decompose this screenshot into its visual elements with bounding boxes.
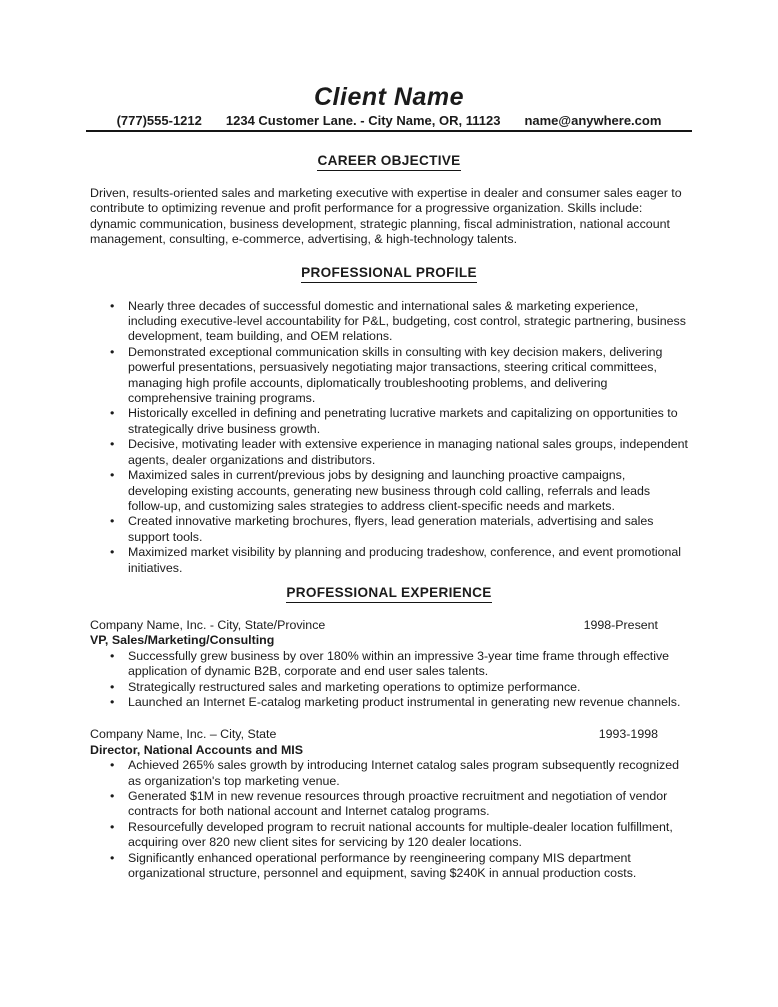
profile-bullet: • Demonstrated exceptional communication skills in consulting with key decision makers, delivering powerful presentations, persuasively negotiating major transactions, steering critical committees, managing high profile accounts, diplomatically troubleshooting problems, and delivering comprehensive training programs.: [90, 345, 688, 407]
objective-paragraph: Driven, results-oriented sales and marketing executive with expertise in dealer and consumer sales eager to contribute to optimizing revenue and profit performance for a progressive organization. Skills include: dynamic communication, business development, strategic planning, fiscal administration, national account management, consulting, e-commerce, advertising, & high-technology talents.: [90, 186, 682, 247]
profile-bullet: • Nearly three decades of successful domestic and international sales & marketing experience, including executive-level accountability for P&L, budgeting, cost control, strategic partnering, business development, team building, and OEM relations.: [90, 299, 688, 345]
profile-bullet: • Created innovative marketing brochures, flyers, lead generation materials, advertising and sales support tools.: [90, 514, 688, 545]
job-title: Director, National Accounts and MIS: [90, 742, 303, 757]
employment-dates: 1998-Present: [583, 617, 658, 632]
job-bullet: • Successfully grew business by over 180% within an impressive 3-year time frame through effective application of dynamic B2B, corporate and end user sales talents.: [90, 649, 688, 680]
email-address: name@anywhere.com: [524, 113, 662, 128]
profile-bullet-list: [90, 299, 688, 576]
profile-bullet: • Historically excelled in defining and penetrating lucrative markets and capitalizing on opportunities to strategically drive business growth.: [90, 406, 688, 437]
mailing-address: 1234 Customer Lane. - City Name, OR, 11123: [225, 113, 501, 128]
job-header: [90, 727, 688, 742]
company-name: Company Name, Inc. – City, State: [90, 727, 277, 742]
section-title: PROFESSIONAL PROFILE: [301, 265, 477, 283]
job-title: VP, Sales/Marketing/Consulting: [90, 633, 275, 648]
job-entry: [90, 618, 688, 710]
job-bullet: • Launched an Internet E-catalog marketing product instrumental in generating new revenue channels.: [90, 695, 688, 710]
profile-bullet: • Maximized sales in current/previous jobs by designing and launching proactive campaigns, developing existing accounts, generating new business through cold calling, referrals and leads follow-up, and customizing sales strategies to address client-specific needs and markets.: [90, 468, 688, 514]
section-career-objective: [90, 153, 688, 248]
job-bullet: • Generated $1M in new revenue resources through proactive recruitment and negotiation of vendor contracts for both national account and Internet catalog programs.: [90, 789, 688, 820]
profile-bullet: • Decisive, motivating leader with extensive experience in managing national sales groups, independent agents, dealer organizations and distributors.: [90, 437, 688, 468]
section-professional-profile: [90, 265, 688, 576]
section-professional-experience: [90, 585, 688, 882]
header-divider: [86, 130, 692, 132]
phone-number: (777)555-1212: [116, 113, 202, 128]
company-name: Company Name, Inc. - City, State/Province: [90, 617, 326, 632]
resume-header: [90, 84, 688, 132]
job-bullet: • Resourcefully developed program to recruit national accounts for multiple-dealer location fulfillment, acquiring over 820 new client sites for servicing by 120 dealer locations.: [90, 820, 688, 851]
section-title: CAREER OBJECTIVE: [317, 153, 460, 171]
job-bullet: • Achieved 265% sales growth by introducing Internet catalog sales program subsequently recognized as organization's top marketing venue.: [90, 758, 688, 789]
professional-profile-heading: [90, 265, 688, 283]
job-header: [90, 618, 688, 633]
job-bullet-list: [90, 649, 688, 711]
job-bullet-list: [90, 758, 688, 881]
employment-dates: 1993-1998: [598, 727, 658, 742]
job-entry: [90, 727, 688, 881]
candidate-name: Client Name: [314, 83, 464, 111]
professional-experience-heading: [90, 585, 688, 603]
profile-bullet: • Maximized market visibility by planning and producing tradeshow, conference, and event promotional initiatives.: [90, 545, 688, 576]
section-title: PROFESSIONAL EXPERIENCE: [286, 585, 491, 603]
job-bullet: • Strategically restructured sales and marketing operations to optimize performance.: [90, 680, 688, 695]
contact-line: [90, 113, 688, 128]
career-objective-heading: [90, 153, 688, 171]
job-bullet: • Significantly enhanced operational performance by reengineering company MIS department organizational structure, personnel and equipment, saving $240K in annual production costs.: [90, 851, 688, 882]
